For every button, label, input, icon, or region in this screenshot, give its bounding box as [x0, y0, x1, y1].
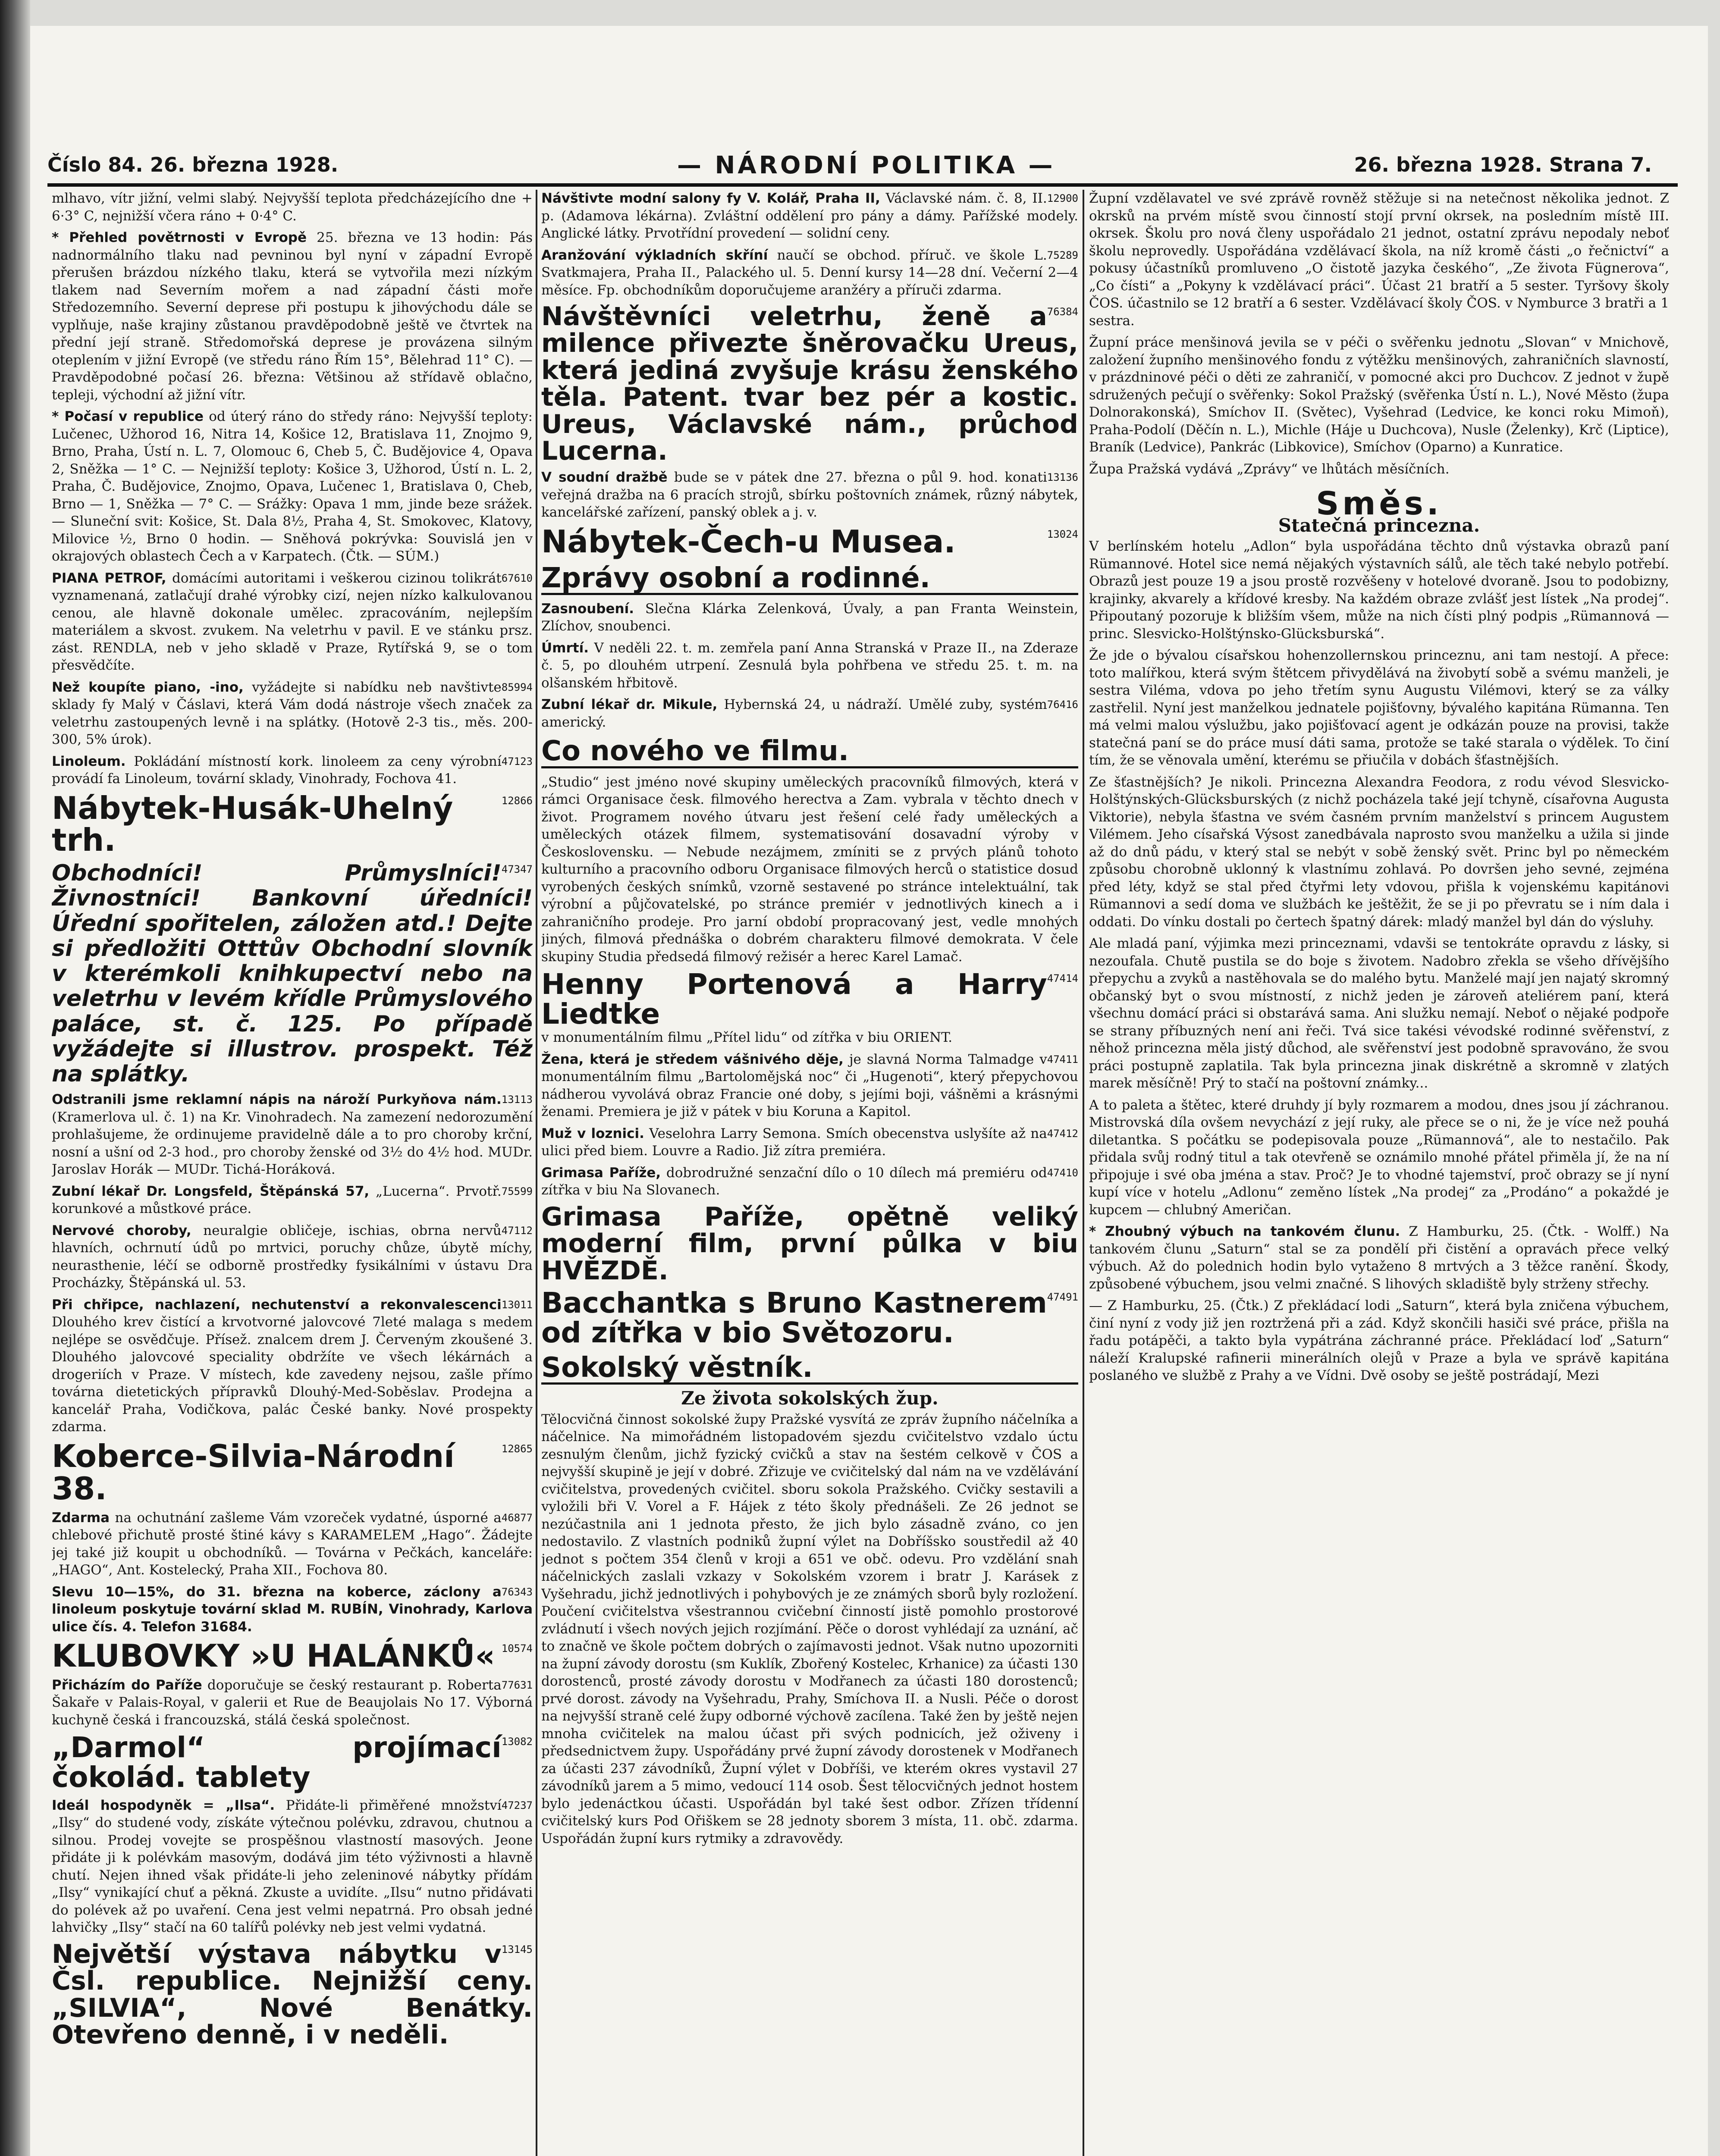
body-text: Župa Pražská vydává „Zprávy“ ve lhůtách měsíčních.	[1089, 461, 1450, 477]
lead-in: Úmrtí.	[541, 640, 589, 656]
body-text: Václavské nám. č. 8, II. p. (Adamova lékárna). Zvláštní oddělení pro pány a dámy. Pařížské modely. Anglické látky. Prvotřídní provedení — solidní ceny.	[541, 191, 1078, 241]
body-text: „Lucerna“. Prvotř. korunkové a můstkové práce.	[52, 1183, 502, 1217]
paragraph	[541, 190, 1078, 242]
ad-reference-number: 47123	[501, 755, 533, 768]
scan-edge-shadow	[0, 0, 30, 2156]
body-text: Hybernská 24, u nádraží. Umělé zuby, systém americký.	[541, 697, 1047, 730]
header-masthead: — NÁRODNÍ POLITIKA —	[677, 151, 1055, 179]
lead-in: Než koupíte piano, -ino,	[52, 679, 244, 695]
article-block	[52, 1440, 533, 1505]
body-text: Dlouhého krev čistící a krvotvorné jalovcové 7leté malaga s medem nejlépe se osvědčuje. Přísež. znalcem drem J. Červeným zkoušené 3. Dlouhého jalovcové speciality obdržíte ve všech lékárnách a drogeriích v Praze. V místech, kde zavedeny nejsou, zašle přímo továrna dietetických přípravků Dlouhý-Med-Soběslav. Prodejna a kancelář Praha, Vodičkova, palác České banky. Nové prospekty zdarma.	[52, 1314, 533, 1435]
section-heading: Směs.	[1316, 485, 1442, 522]
paragraph	[541, 1125, 1078, 1160]
ad-reference-number: 13011	[501, 1298, 533, 1311]
article-block	[52, 1941, 533, 2049]
article-block	[52, 1222, 533, 1292]
ad-reference-number: 67610	[501, 572, 533, 584]
lead-in: Zdarma	[52, 1510, 110, 1526]
ad-reference-number: 75599	[501, 1185, 533, 1197]
body-text: Že jde o bývalou císařskou hohenzollernskou princeznu, ani tam nestojí. A přece: toto malířkou, která svým štětcem přivydělává na živobytí sobě a svému manželi, je sestra Viléma, vdova po jeho třetím synu Augustu Vilémovi, který se za války zastřelil. Nyní jest manželkou jednatele pojišťovny, bývalého kapitána Rümanna. Ten má velmi malou výslužbu, jako pojišťovací agent je odkázán pouze na provisi, takže statečná paní se do práce musí dáti sama, protože se také starala o výdělek. To činí tím, že se věnovala umění, kterému se přiučila v dobách šťastnějších.	[1089, 648, 1669, 768]
body-text: Ale mladá paní, výjimka mezi princeznami, vdavši se tentokráte opravdu z lásky, si nezoufala. Chutě pustila se do boje s životem. Nadobro zřekla se všeho dřívějšího přepychu a zvyků a nastěhovala se do malého bytu. Manželé mají jen najatý skromný občanský byt o svou místností, z nichž jeden je zároveň ateliérem paní, která všechnu domácí práci si obstarává sama. Ani služku nemají. Neboť o nějaké podpoře se strany příbuzných není ani řeči. Tvá sice takési vévodské rodinné svěřenství, z něhož princezna měla jistý důchod, ale svěřenství jest podobně spravováno, že svou práci postupně zaplatila. Tak byla princezna jinak diskrétně a skromně v zlatých marek měsíčně! Prý to stačí na poštovní známky...	[1089, 936, 1669, 1091]
article-block	[52, 1509, 533, 1579]
article-block	[541, 1203, 1078, 1284]
ad-reference-number: 85994	[501, 681, 533, 693]
body-text: V neděli 22. t. m. zemřela paní Anna Stranská v Praze II., na Zderaze č. 5, po dlouhém utrpení. Zesnulá byla pohřbena ve středu 25. t. m. na olšanském hřbitově.	[541, 640, 1078, 691]
article-block	[541, 247, 1078, 299]
article-block	[541, 774, 1078, 966]
lead-in: Přicházím do Paříže	[52, 1677, 202, 1693]
body-text: Pokládání místností kork. linoleem za ceny výrobní provádí fa Linoleum, tovární sklady, Vinohrady, Fochova 41.	[52, 753, 502, 787]
lead-in: Grimasa Paříže,	[541, 1165, 661, 1181]
header-rule	[47, 183, 1678, 187]
body-text: Župní práce menšinová jevila se v péči o svěřenku jednotu „Slovan“ v Mnichově, založení župního menšinového fondu z výtěžku menšinových, zahraničních slavností, v prázdninové péči o děti ze zahraničí, v pomocné akci pro Duchcov. Z jednot v župě sdružených pečují o svěřenky: Sokol Pražský (svěřenka Ústí n. L.), Nové Město (župa Dolnorakonská), Smíchov II. (Světec), Vyšehrad (Ledvice, ke konci roku Mimoň), Praha-Podolí (Děčín n. L.), Michle (Háje u Duchcova), Nusle (Želenky), Krč (Liptice), Braník (Ledvice), Pankrác (Libkovice), Smíchov (Oparno) a Kunratice.	[1089, 335, 1669, 455]
article-block	[1089, 461, 1669, 478]
body-text: Přidáte-li přiměřené množství „Ilsy“ do studené vody, získáte výtečnou polévku, zdravou, chutnou a silnou. Prodej vovejte se prospěšnou vlastností masových. Jeone přidáte ji k polévkám masovým, dodává jim této výživnosti a hlavně chutí. Nejen ihned však přidáte-li jeho zeleninové nábytky přídám „Ilsy“ vynikající chuť a pěkná. Zkuste a uvidíte. „Ilsu“ nutno přidávati do polévek až po uvaření. Cena jest velmi nepatrná. Pro obsah jedné lahvičky „Ilsy“ stačí na 60 talířů polévky neb jest velmi vydatná.	[52, 1797, 533, 1936]
article-block	[1089, 1297, 1669, 1385]
body-text: neuralgie obličeje, ischias, obrna nervů hlavních, ochrnutí údů po mrtvici, poruchy chůze, úbytě míchy, neurasthenie, léčí se odborně prostředky fysikálními v ústavu Dra Procházky, Štěpánská ul. 53.	[52, 1222, 533, 1291]
ad-reference-number: 12900	[1047, 192, 1078, 204]
paragraph	[541, 469, 1078, 521]
lead-in: * Počasí v republice	[52, 409, 204, 424]
lead-in: * Zhoubný výbuch na tankovém člunu.	[1089, 1224, 1400, 1239]
ad-reference-number: 13082	[501, 1736, 533, 1748]
paragraph	[52, 1296, 533, 1436]
body-text: dobrodružné senzační dílo o 10 dílech má premiéru od zítřka v biu Na Slovanech.	[541, 1165, 1047, 1198]
article-block	[52, 190, 533, 225]
ad-reference-number: 13024	[1047, 528, 1078, 540]
lead-in: Linoleum.	[52, 753, 126, 769]
paragraph	[52, 229, 533, 404]
article-block	[541, 1051, 1078, 1121]
paragraph	[52, 753, 533, 788]
lead-in: Zubní lékař Dr. Longsfeld, Štěpánská 57,	[52, 1183, 370, 1199]
body-text: naučí se obchod. příruč. ve škole L. Svatkmajera, Praha II., Palackého ul. 5. Denní kursy 14—28 dní. Večerní 2—4 měsíce. Fp. obchodníkům doporučujeme aranžéry a příruči zdarma.	[541, 247, 1078, 298]
ad-headline: KLUBOVKY »U HALÁNKŮ«	[52, 1638, 495, 1674]
body-text: 25. března ve 13 hodin: Pás nadnormálního tlaku nad pevninou byl nyní v západní Evropě přerušen brázdou nízkého tlaku, která se vytvořila mezi nízkým tlakem nad Severním mořem a nad západní části moře Středozemního. Severní deprese při postupu k jihovýchodu dále se vyplňuje, naše krajiny zůstanou pravděpodobně ještě ve čtvrtek na přední její straně. Středomořská deprese je provázena silným oteplením v jižní Evropě (ve středu ráno Řím 15°, Bělehrad 11° C). — Pravděpodobné počasí 26. března: Většinou až střídavě oblačno, tepleji, východní až jižní vítr.	[52, 230, 533, 403]
paragraph	[52, 1091, 533, 1178]
article-block	[541, 600, 1078, 635]
article-block	[52, 1091, 533, 1178]
column-3	[1089, 190, 1669, 2156]
paragraph	[52, 1509, 533, 1579]
body-text: (Kramerlova ul. č. 1) na Kr. Vinohradech. Na zamezení nedorozumění prohlašujeme, že ordinujeme pravidelně dále a to pro choroby krční, nosní a ušní od 2-3 hod., pro choroby ženské od 3½ do 4½ hod. MUDr. Jaroslav Horák — MUDr. Tichá-Horáková.	[52, 1109, 533, 1178]
article-block	[52, 792, 533, 857]
body-text: na ochutnání zašleme Vám vzoreček vydatné, úsporné a chlebové přichutě prosté štiné kávy s KARAMELEM „Hago“. Žádejte jej také již koupit u obchodníků. — Továrna v Pečkách, kanceláře: „HAGO“, Ant. Kostelecký, Praha XII., Fochova 80.	[52, 1510, 533, 1578]
ad-reference-number: 12866	[501, 794, 533, 807]
article-block	[1089, 538, 1669, 642]
lead-in: Zasnoubení.	[541, 601, 634, 617]
paragraph	[52, 1677, 533, 1729]
paragraph	[52, 1222, 533, 1292]
paragraph	[52, 679, 533, 749]
ad-reference-number: 47491	[1047, 1291, 1078, 1304]
ad-headline: Návštěvníci veletrhu, ženě a milence přivezte šněrovačku Ureus, která jediná zvyšuje krásu ženského těla. Patent. tvar bez pér a kostic. Ureus, Václavské nám., průchod Lucerna.	[541, 301, 1078, 466]
article-block	[52, 1797, 533, 1937]
body-text: Slečna Klárka Zelenková, Úvaly, a pan Franta Weinstein, Zlíchov, snoubenci.	[541, 601, 1078, 634]
article-block	[541, 970, 1078, 1047]
lead-in: Nervové choroby,	[52, 1222, 191, 1238]
ad-reference-number: 76343	[501, 1586, 533, 1598]
column-divider-2	[1083, 190, 1084, 2156]
ad-headline: Bacchantka s Bruno Kastnerem od zítřka v bio Světozoru.	[541, 1286, 1047, 1349]
article-block	[1089, 774, 1669, 931]
article-block	[541, 469, 1078, 521]
lead-in: Zubní lékař dr. Mikule,	[541, 697, 718, 713]
article-block	[52, 1640, 533, 1672]
ad-italic-text: Obchodníci! Průmyslníci! Živnostníci! Bankovní úředníci! Úřední spořitelen, záložen atd.! Dejte si předložiti Otttův Obchodní slovník v kterémkoli knihkupectví nebo na veletrhu v levém křídle Průmyslového paláce, st. č. 125. Po případě vyžádejte si illustrov. prospekt. Též na splátky.	[52, 860, 533, 1087]
paragraph	[541, 247, 1078, 299]
article-block	[1089, 1097, 1669, 1219]
body-text: bude se v pátek dne 27. března o půl 9. hod. konati veřejná dražba na 6 pracích strojů, sbírku poštovních známek, různý nábytek, kancelářské zařízení, panský oblek a j. v.	[541, 470, 1078, 520]
article-block	[52, 570, 533, 674]
body-text: A to paleta a štětec, které druhdy jí byly rozmarem a modou, dnes jsou jí záchranou. Mistrovská díla ovšem nevychází z její ruky, ale přece se o ni, že je více než pouhá diletantka. S počátku se podepisovala pouze „Rümannová“, ale to nestačilo. Pak přidala svůj rodný titul a tak otevřeně se oznámilo mnohé přátel přiměla jí, že na ní připojuje i své oba jména a stav. Proč? Je to vhodné tajemství, proč obrazy se jí nyní kupí více v hotelu „Adlonu“ zeměno lístek „Na prodej“ za „Prodáno“ a pokaždé je kupcem — chlubný Američan.	[1089, 1097, 1669, 1218]
article-block	[1089, 334, 1669, 456]
ad-headline: Nábytek-Čech-u Musea.	[541, 523, 956, 560]
column-1	[52, 190, 533, 2156]
lead-in: Ideál hospodyněk = „Ilsa“.	[52, 1797, 275, 1813]
paragraph	[52, 1583, 533, 1636]
ad-reference-number: 47414	[1047, 972, 1078, 985]
paragraph	[541, 1164, 1078, 1199]
ad-reference-number: 77631	[501, 1679, 533, 1691]
ad-headline: Koberce-Silvia-Národní 38.	[52, 1438, 455, 1507]
section-heading: Co nového ve filmu.	[541, 737, 1078, 768]
lead-in: * Přehled povětrnosti v Evropě	[52, 230, 307, 245]
article-block	[52, 861, 533, 1087]
article-block	[541, 190, 1078, 242]
article-block	[52, 1296, 533, 1436]
article-block	[1089, 190, 1669, 329]
article-block	[52, 408, 533, 565]
article-block	[52, 1583, 533, 1636]
lead-in: Muž v loznici.	[541, 1125, 644, 1141]
ad-reference-number: 47410	[1047, 1166, 1078, 1179]
article-block	[52, 229, 533, 404]
body-text: Tělocvičná činnost sokolské župy Pražské vysvítá ze zpráv župního náčelníka a náčelnice. Na mimořádném listopadovém sjezdu cvičitelstvo vzdalo úctu zesnulým členům, jichž fyzický cvičků a stav na šestém celkově v ČOS a nejvyšší skupině je její v dobré. Zřizuje ve cvičitelský dal nám na ve vzdělávání cvičitelstva, provedených cvičitel. sboru sokola Pražského. Cvičky sestavili a vyložili bři V. Vorel a F. Hájek z této školy přednášeli. Ze 26 jednot se nezúčastnila ani 1 jednota přesto, že jich bylo zásadně zváno, co jen nedostavilo. Z vlastních podniků župní výlet na Dobříšsko soustředil až 40 jednot s počtem 354 členů v kroji a 651 ve obč. odevu. Pro vzdělání snah náčelnických zaslali vzkazy v Sokolském vzorem i bratr J. Karásek z Vyšehradu, jichž jednotlivých i pohybových je ze známých sborů byly rozložení. Poučení cvičitelstva všestrannou cvičební činností jistě pomohlo prostorové zvládnutí i všech nových jejich rozjímání. Pěče o dorost vyhlédají za uznání, ač to značně ve škole počtem dobrých o zajímavosti jednot. Však nutno upozorniti na župní závody dorostu (sm Kuklík, Zbořený Kostelec, Krhanice) za účasti 130 dorostenců, prosté závody dorostu v Modřanech za účasti 180 dorostenců; prvé dorost. závody na Vyšehradu, Prahy, Smíchova II. a Nusli. Péče o dorost na nejvyšší straně celé župy odborné výchově zacílena. Také žen by ještě nejen mnoha cvičitelek na malou účast při svých podnicích, jež oživeny i předsednictvem župy. Uspořádány prvé župní závody dorostenek v Modřanech za účasti 237 závodníků, Župní výlet v Dobříši, ve kterém okres vystavil 27 závodníků jarem a 5 mimo, vedoucí 114 osob. Šest tělocvičných jednot hostem bylo jedenáctkou účasti. Uspořádán byl také šest odbor. Zřízen třídenní cvičitelský kurs Pod Ořiškem se 28 jednoty sborem 3 místa, 11. obč. zdarma. Uspořádán župní kurs rytmiky a zdravovědy.	[541, 1411, 1078, 1846]
ad-headline: Největší výstava nábytku v Čsl. republice. Nejnižší ceny. „SILVIA“, Nové Benátky. Otevřeno denně, i v neděli.	[52, 1939, 533, 2050]
ad-headline: Nábytek-Husák-Uhelný trh.	[52, 790, 453, 859]
column-2	[541, 190, 1078, 2156]
body-text: domácími autoritami i veškerou cizinou tolikrát vyznamenaná, zatlačují drahé výrobky cizí, nejen nízko kalkulovanou cenou, ale hlavně dokonale umělec. zpracováním, nejlepším materiálem a skvost. zvukem. Na veletrhu v pavil. E ve stánku prsz. zást. RENDLA, neb v jeho skladě v Praze, Rytířská 9, se o tom přesvědčíte.	[52, 570, 533, 673]
lead-in: V soudní dražbě	[541, 470, 668, 486]
article-heading: Statečná princezna.	[1278, 514, 1480, 536]
paragraph	[52, 1183, 533, 1218]
body-text: Z Hamburku, 25. (Čtk. - Wolff.) Na tankovém člunu „Saturn“ stal se za pondělí při čistění a opravách přece velký výbuch. Až do polednich hodin bylo vytaženo 8 mrtvých a 3 těžce ranění. Škody, způsobené výbuchem, jsou velmi značné. S lihových skladiště byly strženy střechy.	[1089, 1224, 1669, 1292]
ad-reference-number: 47347	[501, 863, 533, 876]
ad-reference-number: 13113	[501, 1094, 533, 1106]
body-text: Veselohra Larry Semona. Smích obecenstva uslyšíte až na ulici před biem. Louvre a Radio. Již zítra premiéra.	[541, 1125, 1047, 1159]
ad-headline: Henny Portenová a Harry Liedtke	[541, 968, 1047, 1031]
ad-reference-number: 46877	[501, 1511, 533, 1524]
article-block	[541, 696, 1078, 731]
body-text: „Studio“ jest jméno nové skupiny uměleckých pracovníků filmových, která v rámci Organisace česk. filmového herectva a Zam. vybrala v těchto dnech v život. Programem nového útvaru jest řešení celé řady uměleckých a uměleckých otázek filmem, systematisování dosavadní výroby v Československu. — Nebude nezájmem, zmíniti se z prvých plánů tohoto kulturního a pracovního odboru Organisace filmových herců o statistice dosud vyrobených českých snímků, vzorně sestavené po stránce intelektuální, tak výrobní a půjčovatelské, po stránce premiér v jednotlivých kinech a i zahraničního prodeje. Pro jarní období propracovaný jest, vedle mnohých jiných, filmová přednáška o dobrém charakteru filmové demokrata. V čele skupiny Studia předsedá filmový režisér a herec Karel Lamač.	[541, 774, 1078, 965]
body-text: v monumentálním filmu „Přítel lidu“ od zítřka v biu ORIENT.	[541, 1030, 953, 1046]
ad-reference-number: 12865	[501, 1442, 533, 1455]
body-text: mlhavo, vítr jižní, velmi slabý. Nejvyšší teplota předcházejícího dne + 6·3° C, nejnižší včera ráno + 0·4° C.	[52, 191, 533, 224]
paragraph	[52, 1797, 533, 1937]
article-block	[52, 1677, 533, 1729]
section-heading: Sokolský věstník.	[541, 1354, 1078, 1385]
ad-reference-number: 47412	[1047, 1127, 1078, 1140]
body-text: od úterý ráno do středy ráno: Nejvyšší teploty: Lučenec, Užhorod 16, Nitra 14, Košice 12, Bratislava 11, Znojmo 9, Brno, Praha, Ústí n. L. 7, Olomouc 6, Cheb 5, Č. Budějovice 4, Opava 2, Sněžka — 1° C. — Nejnižší teploty: Košice 3, Užhorod, Ústí n. L. 2, Praha, Č. Budějovice, Znojmo, Opava, Lučenec 1, Bratislava 0, Cheb, Brno — 1, Sněžka — 7° C. — Srážky: Opava 1 mm, jinde beze srážek. — Sluneční svit: Košice, St. Dala 8½, Praha 4, St. Smokovec, Klatovy, Milovice ½, Brno 0 hodin. — Sněhová pokrývka: Souvislá jen v okrajových oblastech Čech a v Karpatech. (Čtk. — SÚM.)	[52, 409, 533, 564]
paragraph	[541, 639, 1078, 692]
article-block	[541, 1288, 1078, 1348]
lead-in: Slevu 10—15%, do 31. března na koberce, záclony a linoleum poskytuje tovární sklad M. RUBÍN, Vinohrady, Karlova ulice čís. 4. Telefon 31684.	[52, 1584, 533, 1635]
ad-reference-number: 47237	[501, 1799, 533, 1811]
lead-in: Aranžování výkladních skříní	[541, 247, 768, 263]
header-date-page: 26. března 1928. Strana 7.	[1354, 153, 1652, 176]
lead-in: Návštivte modní salony fy V. Kolář, Praha II,	[541, 191, 880, 206]
ad-reference-number: 76384	[1047, 306, 1078, 318]
article-block	[541, 523, 1078, 560]
body-text: vyžádejte si nabídku neb navštivte sklady fy Malý v Čáslavi, která Vám dodá nástroje všech značek za veletrhu zastoupených levně i na splátky. (Hotově 2-3 tis., měs. 200-300, 5% úrok).	[52, 679, 533, 747]
article-block	[52, 1183, 533, 1218]
article-block	[1089, 647, 1669, 769]
section-heading: Zprávy osobní a rodinné.	[541, 564, 1078, 595]
article-block	[541, 303, 1078, 464]
header-issue: Číslo 84. 26. března 1928.	[47, 153, 339, 176]
ad-reference-number: 10574	[501, 1642, 533, 1655]
article-block	[541, 639, 1078, 692]
article-block	[541, 1125, 1078, 1160]
ad-reference-number: 75289	[1047, 249, 1078, 261]
body-text: doporučuje se český restaurant p. Roberta Šakaře v Palais-Royal, v galerii et Rue de Beaujolais No 17. Výborná kuchyně česká i francouzská, stálá česká společnost.	[52, 1677, 533, 1728]
paragraph	[541, 1051, 1078, 1121]
body-text: Župní vzdělavatel ve své zprávě rovněž stěžuje si na netečnost několika jednot. Z okrsků na prvém místě svou činností stojí první okrsek, na posledním místě III. okrsek. Školu pro nová členy uspořádalo 21 jednot, ostatní zprávu nepodaly neboť školu neprovedly. Uspořádána vzdělávací škola, na níž kromě části „o řečnictví“ a pokusy účastníků promluveno „O čistotě jazyka českého“, „Ze života Fügnerova“, „Co čísti“ a „Pokyny k vzdělávací práci“. Účast 21 bratří a 5 sester. Tyršovy školy ČOS. účastnilo se 12 bratří a 6 sester. Vzdělávací školy ČOS. v Nymburce 3 bratři a 1 sestra.	[1089, 191, 1669, 329]
lead-in: Při chřipce, nachlazení, nechutenství a rekonvalescenci	[52, 1297, 502, 1313]
article-block	[1089, 1223, 1669, 1293]
lead-in: Žena, která je středem vášnivého děje,	[541, 1051, 844, 1067]
paragraph	[1089, 1223, 1669, 1293]
article-block	[1089, 935, 1669, 1092]
article-block	[541, 1164, 1078, 1199]
ad-reference-number: 47112	[501, 1224, 533, 1237]
ad-headline: „Darmol“ projímací čokolád. tablety	[52, 1731, 502, 1794]
ad-reference-number: 13136	[1047, 471, 1078, 484]
article-block	[52, 753, 533, 788]
article-block	[52, 679, 533, 749]
page-header	[47, 153, 1669, 183]
lead-in: PIANA PETROF,	[52, 570, 166, 586]
paragraph	[541, 696, 1078, 731]
paragraph	[541, 600, 1078, 635]
article-block	[52, 1733, 533, 1792]
paragraph	[52, 570, 533, 674]
body-text: V berlínském hotelu „Adlon“ byla uspořádána těchto dnů výstavka obrazů paní Rümannové. Hotel sice nemá nějakých výstavních sálů, ale těch také nebylo potřebí. Obrazů jest pouze 19 a jsou prostě rozvěšeny v hotelové dvoraně. Jsou to podobizny, krajinky, akvarely a křídové kresby. Na každém obraze zvlášť jest lístek „Na prodej“. Připoutaný pozoruje k bližším všem, může na nich čísti plný podpis „Rümannová — princ. Slesvicko-Holštýnsko-Glücksburská“.	[1089, 539, 1669, 642]
ad-headline: Grimasa Paříže, opětně veliký moderní film, první půlka v biu HVĚZDĚ.	[541, 1201, 1078, 1286]
column-divider-1	[536, 190, 537, 2156]
body-text: je slavná Norma Talmadge v monumentálním filmu „Bartolomějská noc“ či „Hugenoti“, který přepychovou nádherou vyvolává obraz Francie oné doby, s jejími boji, vášněmi a krásnými ženami. Premiera je již v pátek v biu Koruna a Kapitol.	[541, 1051, 1078, 1120]
ad-reference-number: 47411	[1047, 1053, 1078, 1065]
article-block	[541, 1411, 1078, 1848]
ad-reference-number: 13145	[501, 1943, 533, 1955]
ad-reference-number: 76416	[1047, 699, 1078, 711]
article-heading: Ze života sokolských žup.	[681, 1388, 938, 1409]
lead-in: Odstranili jsme reklamní nápis na nároží Purkyňova nám.	[52, 1092, 502, 1108]
paragraph	[52, 408, 533, 565]
body-text: Ze šťastnějších? Je nikoli. Princezna Alexandra Feodora, z rodu vévod Slesvicko-Holštýnských-Glücksburských (z nichž pocházela také její tchyně, císařovna Augusta Viktorie), nebyla šťastna ve svém časném prvním manželství s princem Augustem Vilémem. Jeho císařská Výsost zanedbávala naprosto svou manželku a užila si jinde až do dnů pádu, v který stal se nebýt v sobě ženský svět. Princ byl po německém způsobu chorobně uklonný k vlastnímu zohlavá. Po dovršen jeho sevné, zejména před léty, když se stal před čtyřmi lety vdovou, přišla k vojenskému kapitánovi Rümannovi a sedí doma ve službách ke ještěžit, že se ji po převratu se i ním dala i oddati. Do vínku dostali po čertech špatný dárek: mladý manžel byl dán do výsluhy.	[1089, 774, 1669, 930]
body-text: — Z Hamburku, 25. (Čtk.) Z překládací lodi „Saturn“, která byla zničena výbuchem, činí nyní z vody již jen roztržená při a zád. Když skončili hasiči své práce, přišla na řadu potápěči, a takto byla vypátrána záchranné práce. Překládací loď „Saturn“ náleží Kralupské rafinerii minerálních olejů v Praze a byla ve správě kapitána poslaného ve službě z Prahy a ve Vídni. Dvě osoby se ještě postrádají, Mezi	[1089, 1298, 1669, 1383]
